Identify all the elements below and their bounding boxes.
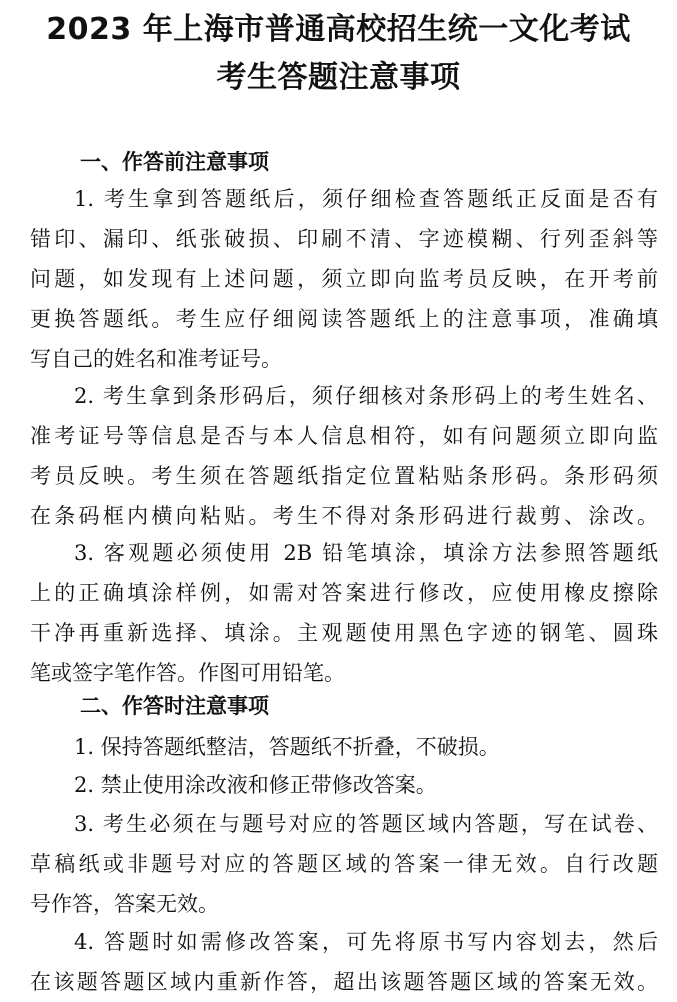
paragraph-line: 上的正确填涂样例，如需对答案进行修改，应使用橡皮擦除 (30, 581, 658, 605)
section-heading-before-exam: 一、作答前注意事项 (80, 150, 269, 174)
paragraph-line: 错印、漏印、纸张破损、印刷不清、字迹模糊、行列歪斜等 (30, 227, 658, 251)
paragraph-line: 准考证号等信息是否与本人信息相符，如有问题须立即向监 (30, 424, 658, 448)
paragraph-line: 干净再重新选择、填涂。主观题使用黑色字迹的钢笔、圆珠 (30, 621, 658, 645)
paragraph-line: 草稿纸或非题号对应的答题区域的答案一律无效。自行改题 (30, 852, 658, 876)
paragraph-item-2-1 (30, 727, 658, 767)
page-subtitle: 考生答题注意事项 (216, 60, 461, 95)
paragraph-item-2-3 (30, 804, 658, 924)
page-title: 2023 年上海市普通高校招生统一文化考试 (46, 12, 631, 47)
paragraph-item-1-3 (30, 533, 658, 693)
paragraph-line: 更换答题纸。考生应仔细阅读答题纸上的注意事项，准确填 (30, 307, 658, 331)
paragraph-line: 在条码框内横向粘贴。考生不得对条形码进行裁剪、涂改。 (30, 504, 658, 528)
paragraph-item-1-2 (30, 376, 658, 536)
paragraph-line: 笔或签字笔作答。作图可用铅笔。 (30, 661, 345, 685)
paragraph-line: 1. 保持答题纸整洁，答题纸不折叠，不破损。 (74, 735, 500, 759)
paragraph-line: 号作答，答案无效。 (30, 892, 219, 916)
paragraph-line: 问题，如发现有上述问题，须立即向监考员反映，在开考前 (30, 267, 658, 291)
paragraph-line: 2. 考生拿到条形码后，须仔细核对条形码上的考生姓名、 (74, 384, 658, 408)
paragraph-line: 考员反映。考生须在答题纸指定位置粘贴条形码。条形码须 (30, 464, 658, 488)
paragraph-line: 在该题答题区域内重新作答，超出该题答题区域的答案无效。 (30, 970, 658, 994)
paragraph-item-1-1 (30, 179, 658, 379)
paragraph-line: 4. 答题时如需修改答案，可先将原书写内容划去，然后 (74, 930, 658, 954)
paragraph-line: 3. 客观题必须使用 2B 铅笔填涂，填涂方法参照答题纸 (74, 541, 658, 565)
paragraph-line: 写自己的姓名和准考证号。 (30, 347, 282, 371)
paragraph-line: 3. 考生必须在与题号对应的答题区域内答题，写在试卷、 (74, 812, 658, 836)
paragraph-item-2-2 (30, 765, 658, 805)
paragraph-line: 1. 考生拿到答题纸后，须仔细检查答题纸正反面是否有 (74, 187, 658, 211)
paragraph-line: 2. 禁止使用涂改液和修正带修改答案。 (74, 773, 437, 797)
paragraph-item-2-4 (30, 922, 658, 1002)
section-heading-during-exam: 二、作答时注意事项 (80, 694, 269, 718)
